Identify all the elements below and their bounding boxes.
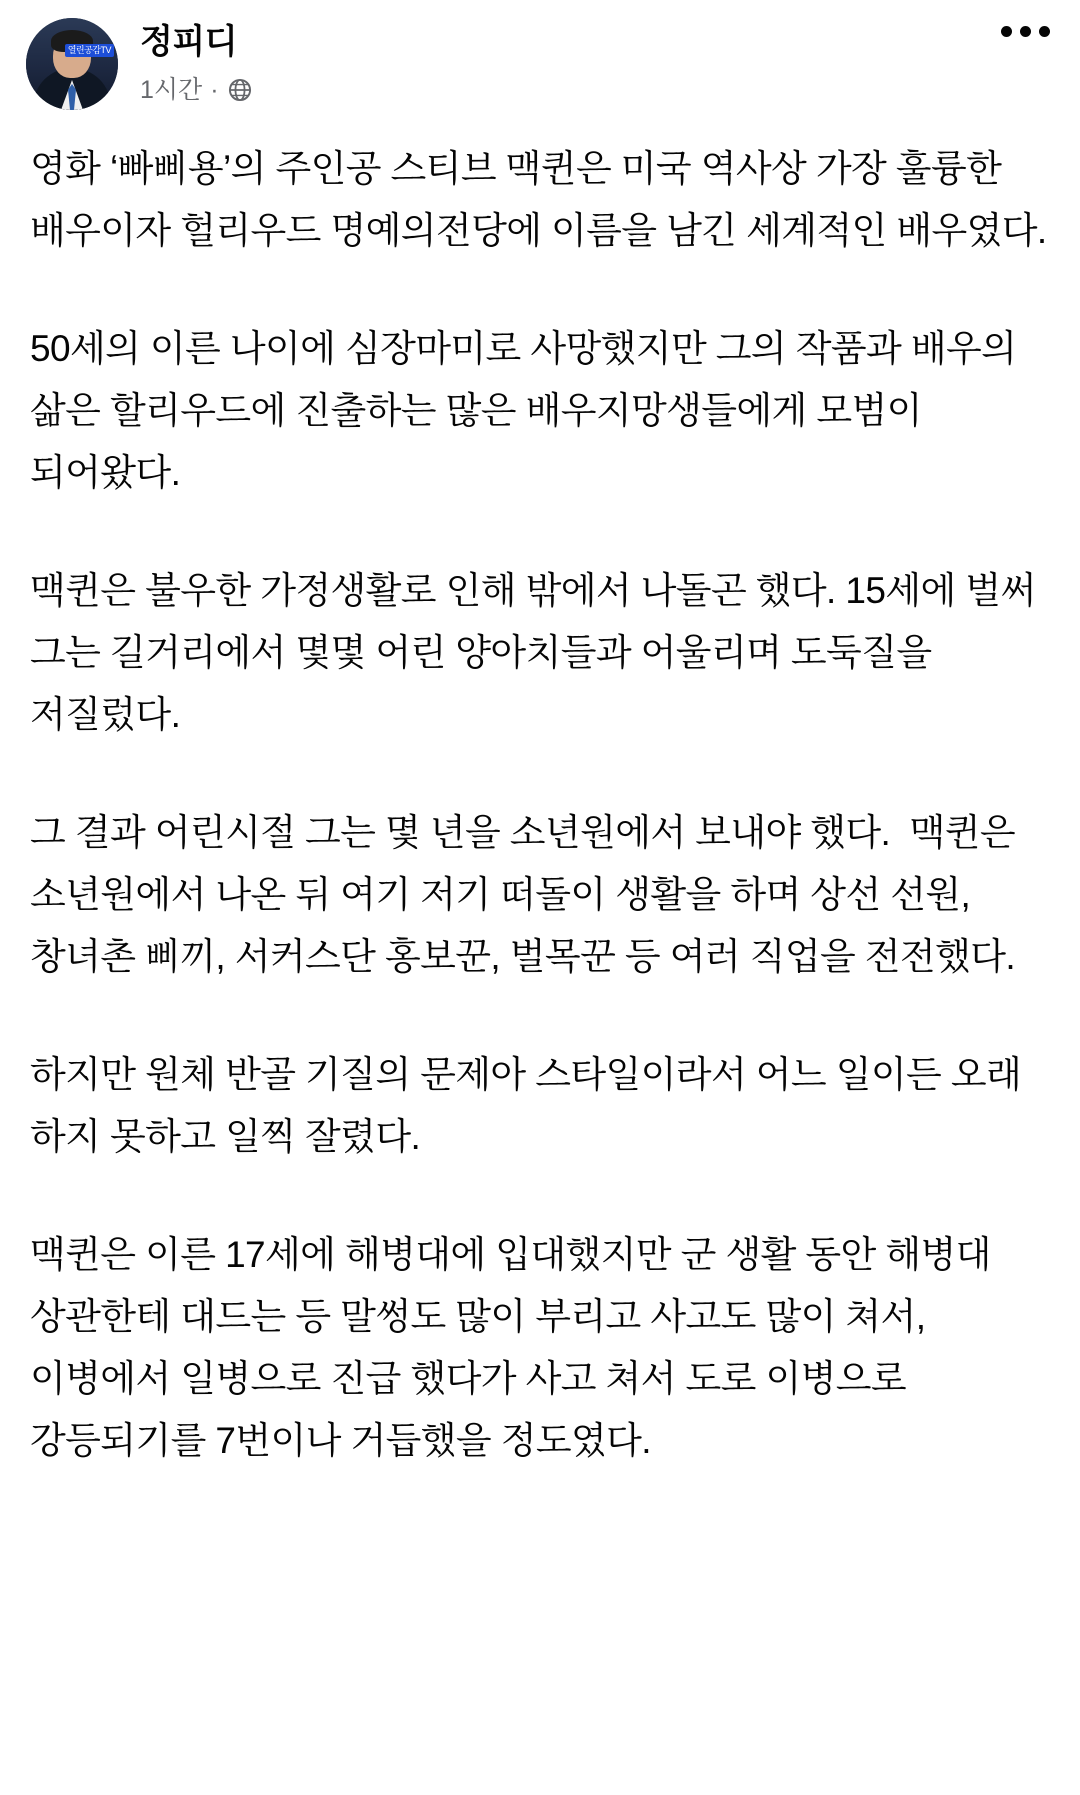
ellipsis-icon-dot <box>1039 26 1050 37</box>
post-meta <box>140 76 1054 104</box>
more-options-button[interactable] <box>1001 26 1050 37</box>
post-paragraph: 50세의 이른 나이에 심장마미로 사망했지만 그의 작품과 배우의 삶은 할리우드에 진출하는 많은 배우지망생들에게 모범이 되어왔다. <box>30 328 1026 493</box>
post-paragraph: 영화 ‘빠삐용’의 주인공 스티브 맥퀸은 미국 역사상 가장 훌륭한 배우이자 헐리우드 명예의전당에 이름을 남긴 세계적인 배우였다. <box>30 148 1047 251</box>
globe-icon[interactable] <box>227 77 253 103</box>
avatar-channel-badge: 열린공감TV <box>65 44 114 57</box>
post-header <box>0 0 1080 116</box>
post-timestamp[interactable]: 1시간 <box>140 76 203 104</box>
post-paragraph: 그 결과 어린시절 그는 몇 년을 소년원에서 보내야 했다. 맥퀸은 소년원에서 나온 뒤 여기 저기 떠돌이 생활을 하며 상선 선원, 창녀촌 삐끼, 서커스단 홍보꾼, 벌목꾼 등 여러 직업을 전전했다. <box>30 812 1025 977</box>
post-header-text <box>140 18 1054 104</box>
post-paragraph: 맥퀸은 불우한 가정생활로 인해 밖에서 나돌곤 했다. 15세에 벌써 그는 길거리에서 몇몇 어린 양아치들과 어울리며 도둑질을 저질렀다. <box>30 570 1046 735</box>
post-body <box>0 116 1080 1512</box>
post-paragraph: 하지만 원체 반골 기질의 문제아 스타일이라서 어느 일이든 오래 하지 못하고 일찍 잘렸다. <box>30 1054 1031 1157</box>
ellipsis-icon-dot <box>1020 26 1031 37</box>
meta-separator: · <box>210 76 219 104</box>
author-name[interactable]: 정피디 <box>140 23 238 61</box>
ellipsis-icon-dot <box>1001 26 1012 37</box>
avatar[interactable] <box>26 18 118 110</box>
post-paragraph: 맥퀸은 이른 17세에 해병대에 입대했지만 군 생활 동안 해병대 상관한테 대드는 등 말썽도 많이 부리고 사고도 많이 쳐서, 이병에서 일병으로 진급 했다가 사고 쳐서 도로 이병으로 강등되기를 7번이나 거듭했을 정도였다. <box>30 1234 1001 1461</box>
